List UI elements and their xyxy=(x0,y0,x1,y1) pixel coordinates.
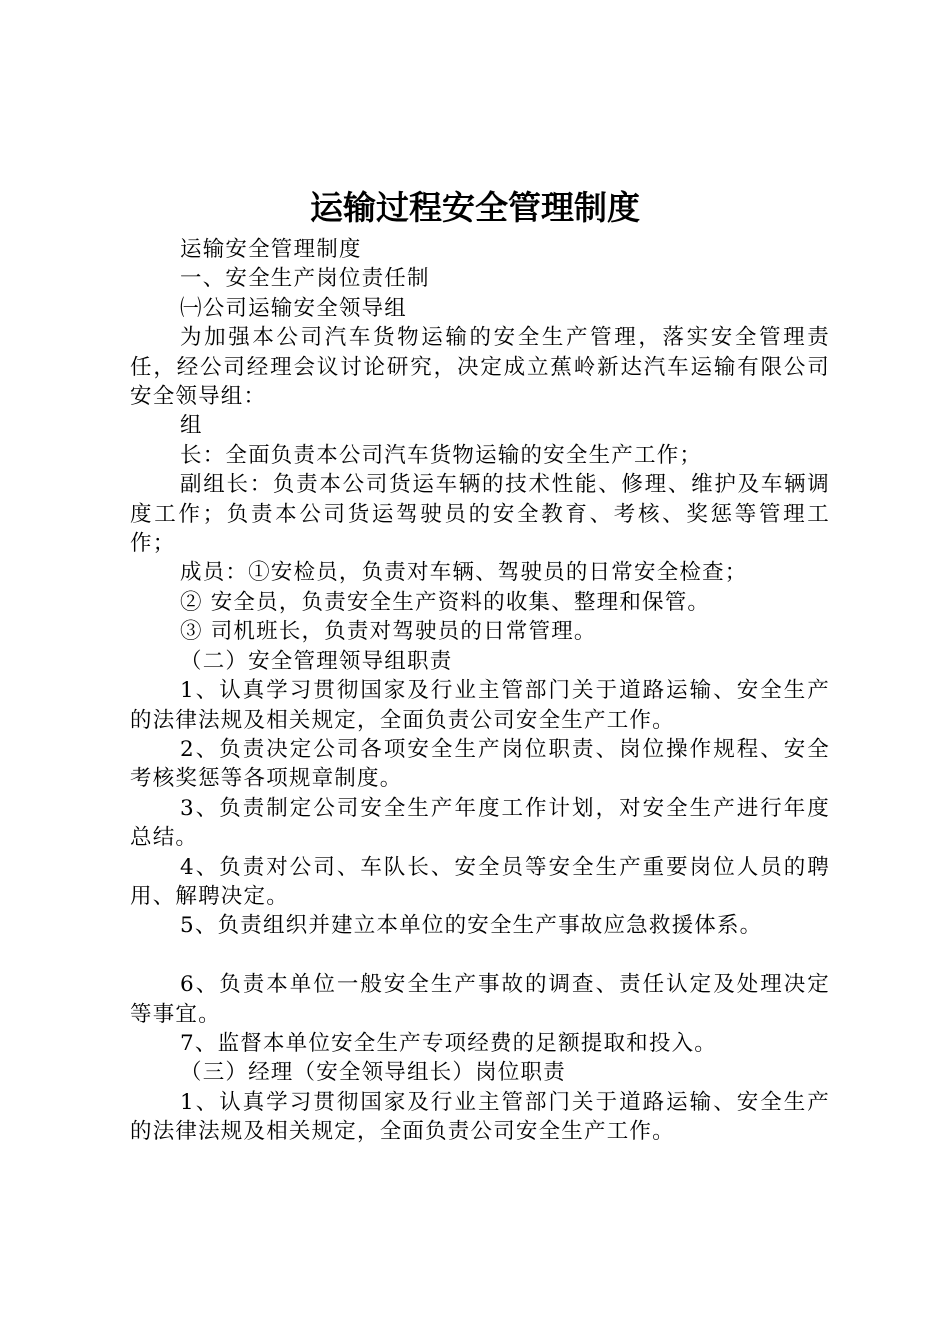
paragraph-group-leader: 长：全面负责本公司汽车货物运输的安全生产工作； xyxy=(180,442,703,468)
document-body xyxy=(130,235,830,1147)
subsection-heading-1: ㈠公司运输安全领导组 xyxy=(180,295,408,321)
paragraph-member-2: ② 安全员，负责安全生产资料的收集、整理和保管。 xyxy=(180,589,711,615)
list-item: 2、负责决定公司各项安全生产岗位职责、岗位操作规程、安全考核奖惩等各项规章制度。 xyxy=(130,736,830,792)
list-item: 3、负责制定公司安全生产年度工作计划，对安全生产进行年度总结。 xyxy=(130,795,830,851)
list-item: 1、认真学习贯彻国家及行业主管部门关于道路运输、安全生产的法律法规及相关规定，全面负责公司安全生产工作。 xyxy=(130,678,830,733)
paragraph-members: 成员：①安检员，负责对车辆、驾驶员的日常安全检查； xyxy=(180,560,748,586)
paragraph-member-3: ③ 司机班长，负责对驾驶员的日常管理。 xyxy=(180,619,597,645)
paragraph-intro: 为加强本公司汽车货物运输的安全生产管理，落实安全管理责任，经公司经理会议讨论研究，决定成立蕉岭新达汽车运输有限公司安全领导组： xyxy=(130,325,830,410)
list-item: 7、监督本单位安全生产专项经费的足额提取和投入。 xyxy=(180,1030,717,1056)
list-item: 4、负责对公司、车队长、安全员等安全生产重要岗位人员的聘用、解聘决定。 xyxy=(130,854,830,909)
subsection-heading-2: （二）安全管理领导组职责 xyxy=(180,648,453,674)
list-item: 1、认真学习贯彻国家及行业主管部门关于道路运输、安全生产的法律法规及相关规定，全面负责公司安全生产工作。 xyxy=(130,1089,830,1145)
document-title: 运输过程安全管理制度 xyxy=(310,188,640,227)
section-heading-1: 一、安全生产岗位责任制 xyxy=(180,266,430,292)
list-item: 5、负责组织并建立本单位的安全生产事故应急救援体系。 xyxy=(180,913,763,939)
subsection-heading-3: （三）经理（安全领导组长）岗位职责 xyxy=(180,1060,566,1086)
paragraph-group-label: 组 xyxy=(180,413,203,439)
paragraph-subtitle: 运输安全管理制度 xyxy=(180,237,362,262)
paragraph-deputy-leader: 副组长：负责本公司货运车辆的技术性能、修理、维护及车辆调度工作；负责本公司货运驾驶员的安全教育、考核、奖惩等管理工作； xyxy=(130,472,830,557)
list-item: 6、负责本单位一般安全生产事故的调查、责任认定及处理决定等事宜。 xyxy=(130,972,830,1027)
